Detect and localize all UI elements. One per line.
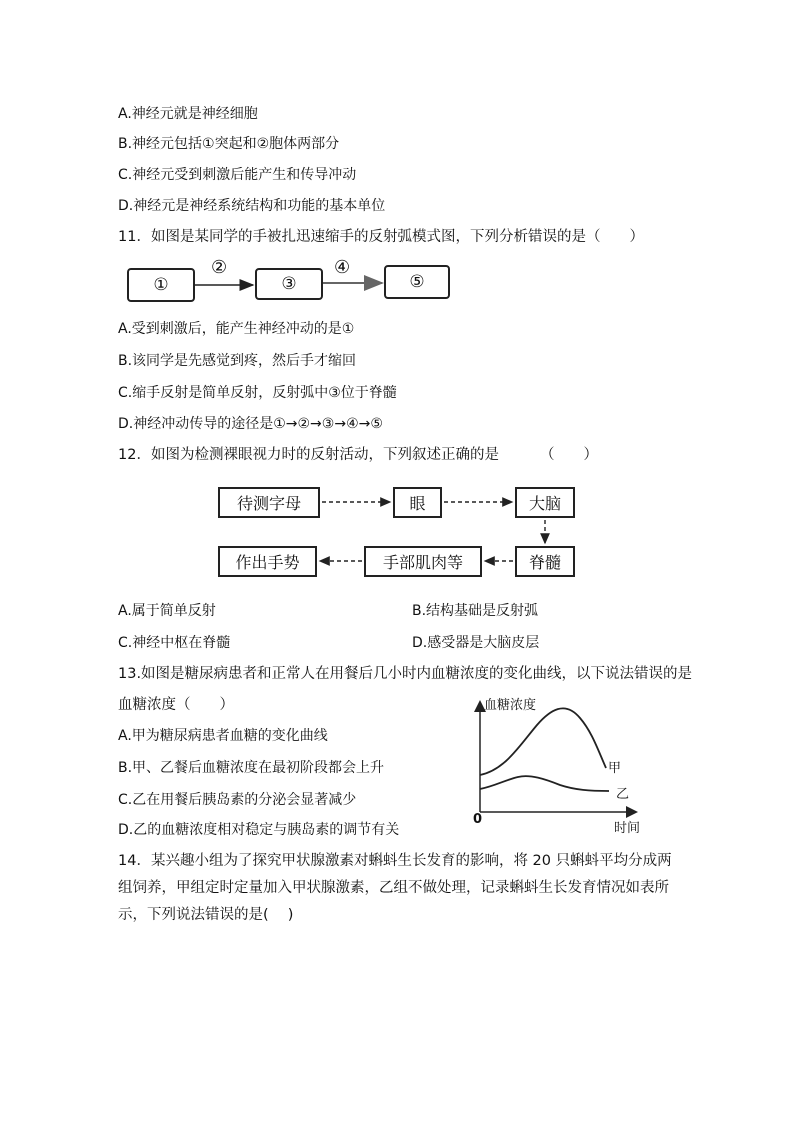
q13-xlabel: 时间 xyxy=(614,821,641,836)
q12-box-eye-label: 眼 xyxy=(409,494,426,513)
q13-stem-line1: 13.如图是糖尿病患者和正常人在用餐后几小时内血糖浓度的变化曲线，以下说法错误的是 xyxy=(118,666,693,682)
q12-stem: 12．如图为检测裸眼视力时的反射活动，下列叙述正确的是 xyxy=(118,447,499,463)
q13-option-a: A.甲为糖尿病患者血糖的变化曲线 xyxy=(118,728,328,744)
q12-box-letters-label: 待测字母 xyxy=(236,494,301,513)
q13-ylabel: 血糖浓度 xyxy=(484,698,537,713)
q11-box-5-label: ⑤ xyxy=(409,272,425,292)
q13-option-d: D.乙的血糖浓度相对稳定与胰岛素的调节有关 xyxy=(118,822,400,838)
q10-option-a: A.神经元就是神经细胞 xyxy=(118,106,258,122)
q11-option-c: C.缩手反射是简单反射，反射弧中③位于脊髓 xyxy=(118,385,397,401)
q11-option-b: B.该同学是先感觉到疼，然后手才缩回 xyxy=(118,353,357,369)
q13-stem-line2: 血糖浓度（ ） xyxy=(118,697,234,713)
q13-curve-jia-label: 甲 xyxy=(608,761,622,776)
q13-curve-yi-label: 乙 xyxy=(616,787,630,802)
q12-option-b: B.结构基础是反射弧 xyxy=(412,603,539,619)
q12-box-brain-label: 大脑 xyxy=(528,494,561,513)
q13-curve-jia xyxy=(480,708,606,775)
q10-option-c: C.神经元受到刺激后能产生和传导冲动 xyxy=(118,167,357,183)
q10-option-d: D.神经元是神经系统结构和功能的基本单位 xyxy=(118,198,386,214)
q12-option-c: C.神经中枢在脊髓 xyxy=(118,635,231,651)
q10-option-b: B.神经元包括①突起和②胞体两部分 xyxy=(118,136,340,152)
q12-option-a: A.属于简单反射 xyxy=(118,603,216,619)
q11-box-3-label: ③ xyxy=(281,274,297,294)
q12-box-muscle-label: 手部肌肉等 xyxy=(382,553,463,572)
q14-stem: 14．某兴趣小组为了探究甲状腺激素对蝌蚪生长发育的影响，将 20 只蝌蚪平均分成两组饲养，甲组定时定量加入甲状腺激素，乙组不做处理，记录蝌蚪生长发育情况如表所示，下列说法错误的是( ) xyxy=(118,853,672,923)
q13-origin: 0 xyxy=(473,812,483,827)
q13-option-b: B.甲、乙餐后血糖浓度在最初阶段都会上升 xyxy=(118,760,385,776)
q11-option-a: A.受到刺激后，能产生神经冲动的是① xyxy=(118,321,355,337)
q12-box-gesture-label: 作出手势 xyxy=(235,553,300,572)
q11-arrow-4-label: ④ xyxy=(334,257,351,278)
q11-arrow-2-label: ② xyxy=(211,257,228,278)
q11-box-1-label: ① xyxy=(153,275,169,295)
q11-stem: 11．如图是某同学的手被扎迅速缩手的反射弧模式图，下列分析错误的是（ ） xyxy=(118,229,644,245)
q12-answer-paren: （ ） xyxy=(540,447,598,463)
q13-option-c: C.乙在用餐后胰岛素的分泌会显著减少 xyxy=(118,792,357,808)
q12-option-d: D.感受器是大脑皮层 xyxy=(412,635,540,651)
q12-box-spinal-label: 脊髓 xyxy=(528,553,561,572)
q11-option-d: D.神经冲动传导的途径是①→②→③→④→⑤ xyxy=(118,416,383,432)
q13-curve-yi xyxy=(480,776,609,791)
